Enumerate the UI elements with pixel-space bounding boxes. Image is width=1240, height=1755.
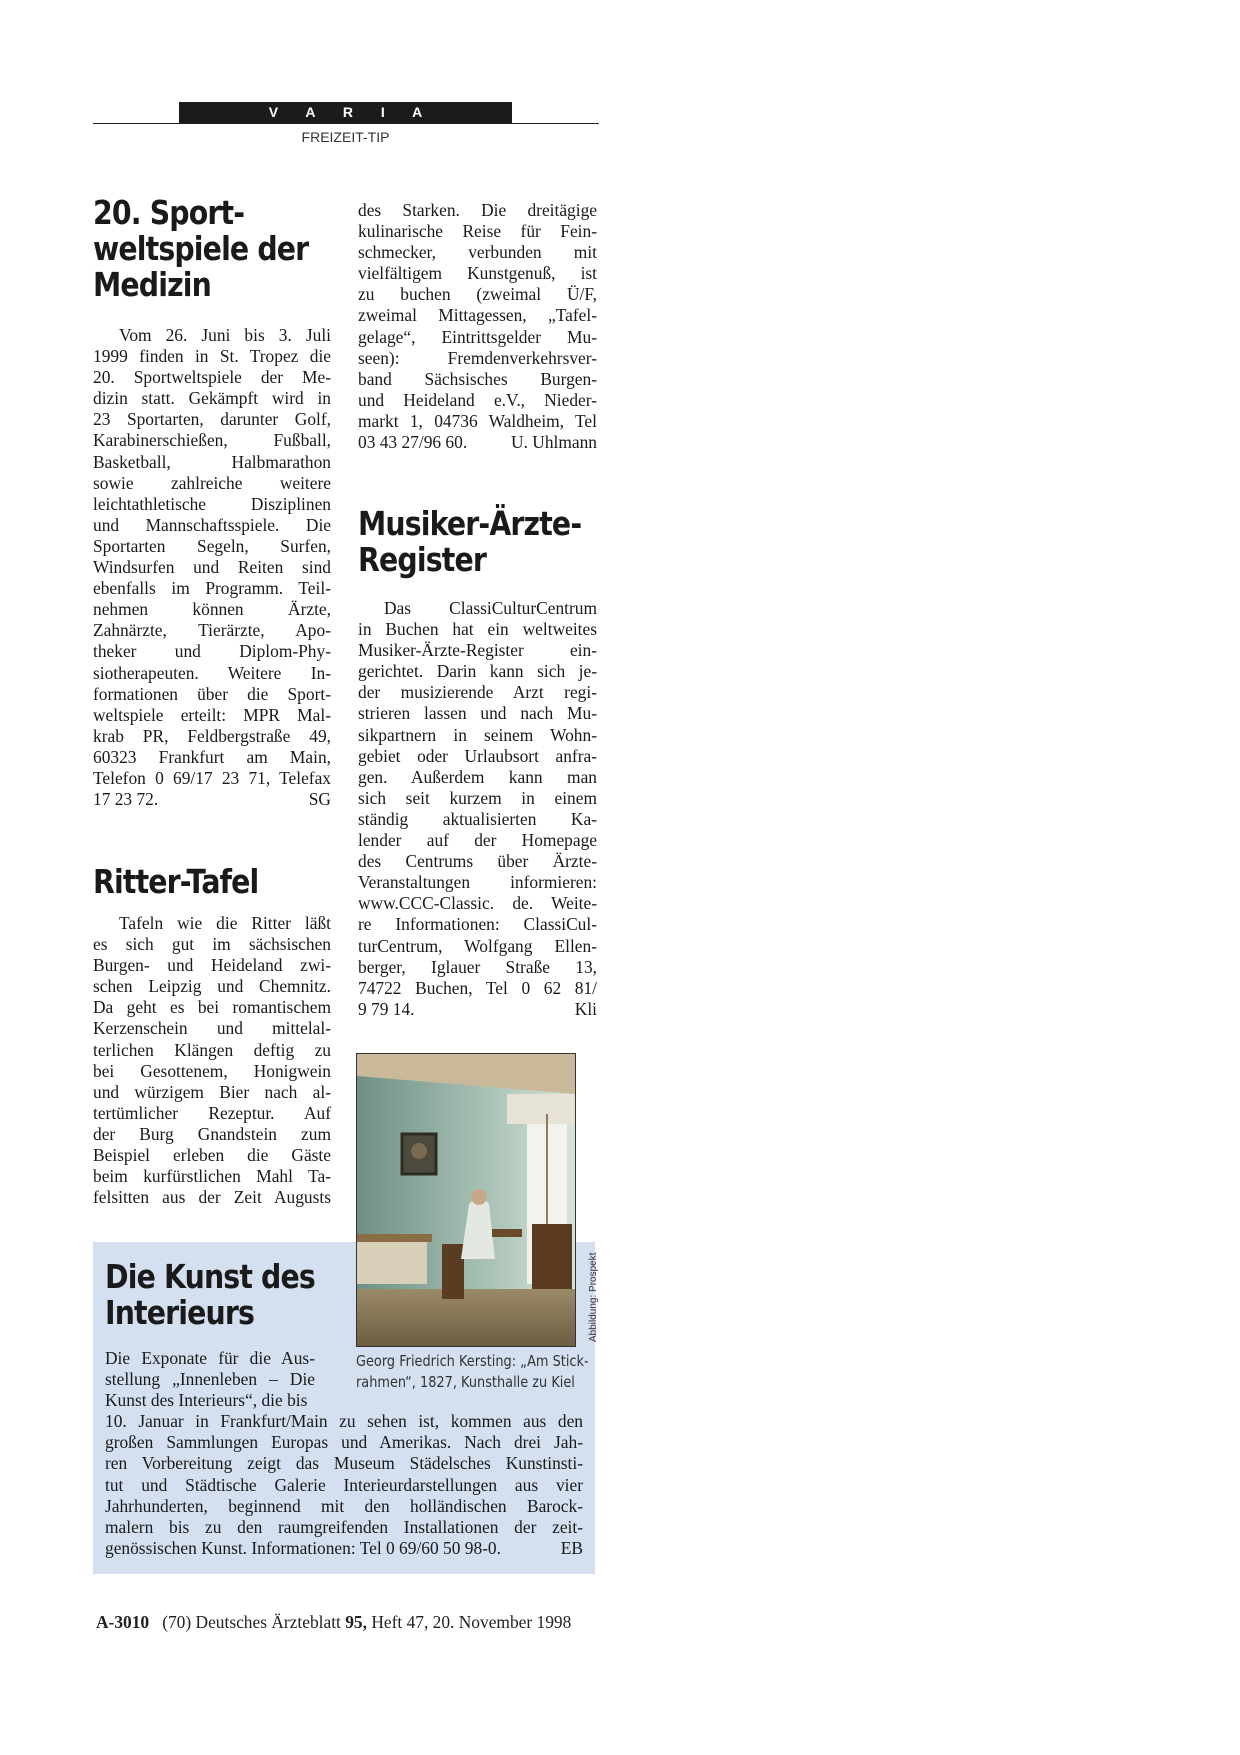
text-line: und Heideland e.V., Nieder- bbox=[358, 389, 597, 410]
text-line: 60323 Frankfurt am Main, bbox=[93, 746, 331, 767]
text-line: ständig aktualisierten Ka- bbox=[358, 808, 597, 829]
author-signature: U. Uhlmann bbox=[511, 432, 597, 453]
text-line: 74722 Buchen, Tel 0 62 81/ bbox=[358, 977, 597, 998]
text-line: 1999 finden in St. Tropez die bbox=[93, 346, 331, 367]
page-number: A-3010 bbox=[96, 1612, 150, 1632]
text-line: leichtathletische Disziplinen bbox=[93, 493, 331, 514]
article-title-kunst-interieurs: Die Kunst des Interieurs bbox=[105, 1257, 315, 1332]
text-line: bei Gesottenem, Honigwein bbox=[93, 1060, 331, 1081]
article-body-musiker-register bbox=[358, 598, 597, 1020]
text-line: Windsurfen und Reiten sind bbox=[93, 557, 331, 578]
closing-line bbox=[105, 1538, 583, 1559]
text-line: des Starken. Die dreitägige bbox=[358, 200, 597, 220]
text-line: genössischen Kunst. Informationen: Tel 0 69/60 50 98-0. bbox=[105, 1537, 501, 1558]
text-line: großen Sammlungen Europas und Amerikas. Nach drei Jah- bbox=[105, 1432, 583, 1453]
text-line: in Buchen hat ein weltweites bbox=[358, 619, 597, 640]
image-caption: Georg Friedrich Kersting: „Am Stick- rahmen“, 1827, Kunsthalle zu Kiel bbox=[356, 1352, 589, 1391]
text-line: beim kurfürstlichen Mahl Ta- bbox=[93, 1166, 331, 1187]
text-line: www.CCC-Classic. de. Weite- bbox=[358, 893, 597, 914]
text-line: band Sächsisches Burgen- bbox=[358, 368, 597, 389]
text-line: Basketball, Halbmarathon bbox=[93, 451, 331, 472]
text-line: der Burg Gnandstein zum bbox=[93, 1123, 331, 1144]
text-line: Veranstaltungen informieren: bbox=[358, 872, 597, 893]
text-line: sikpartnern in seinem Wohn- bbox=[358, 724, 597, 745]
article-title-musiker-register: Musiker-Ärzte- Register bbox=[358, 504, 582, 579]
text-line: formationen über die Sport- bbox=[93, 683, 331, 704]
page-footer bbox=[96, 1612, 571, 1633]
text-line: ren Vorbereitung zeigt das Museum Städelsches Kunstinsti- bbox=[105, 1453, 583, 1474]
text-line: berger, Iglauer Straße 13, bbox=[358, 956, 597, 977]
text-line: Die Exponate für die Aus- bbox=[105, 1348, 315, 1368]
closing-line bbox=[358, 999, 597, 1020]
text-line: Zahnärzte, Tierärzte, Apo- bbox=[93, 620, 331, 641]
text-line: ebenfalls im Programm. Teil- bbox=[93, 578, 331, 599]
text-line: tertümlicher Rezeptur. Auf bbox=[93, 1102, 331, 1123]
text-line: 23 Sportarten, darunter Golf, bbox=[93, 409, 331, 430]
text-line: Sportarten Segeln, Surfen, bbox=[93, 535, 331, 556]
text-line: Karabinerschießen, Fußball, bbox=[93, 430, 331, 451]
text-line: re Informationen: ClassiCul- bbox=[358, 914, 597, 935]
text-line: Das ClassiCulturCentrum bbox=[384, 598, 597, 618]
text-line: felsitten aus der Zeit Augusts bbox=[93, 1187, 331, 1208]
text-line: Musiker-Ärzte-Register ein- bbox=[358, 640, 597, 661]
footer-volume: 95, bbox=[345, 1612, 367, 1632]
closing-line bbox=[93, 789, 331, 810]
footer-journal: (70) Deutsches Ärzteblatt bbox=[162, 1612, 341, 1632]
text-line: strieren lassen und nach Mu- bbox=[358, 703, 597, 724]
header-rule bbox=[93, 123, 599, 124]
text-line: der musizierende Arzt regi- bbox=[358, 682, 597, 703]
author-signature: Kli bbox=[574, 998, 597, 1019]
text-line: krab PR, Feldbergstraße 49, bbox=[93, 725, 331, 746]
author-signature: EB bbox=[560, 1537, 583, 1558]
subsection-label: FREIZEIT-TIP bbox=[301, 129, 390, 145]
text-line: Da geht es bei romantischem bbox=[93, 997, 331, 1018]
text-line: theker und Diplom-Phy- bbox=[93, 641, 331, 662]
article-title-ritter-tafel: Ritter-Tafel bbox=[93, 862, 259, 901]
text-line: schmecker, verbunden mit bbox=[358, 242, 597, 263]
text-line: gebiet oder Urlaubsort anfra- bbox=[358, 745, 597, 766]
text-line: weltspiele erteilt: MPR Mal- bbox=[93, 704, 331, 725]
text-line: nehmen können Ärzte, bbox=[93, 599, 331, 620]
text-line: zweimal Mittagessen, „Tafel- bbox=[358, 305, 597, 326]
text-line: turCentrum, Wolfgang Ellen- bbox=[358, 935, 597, 956]
text-line: kulinarische Reise für Fein- bbox=[358, 221, 597, 242]
text-line: gen. Außerdem kann man bbox=[358, 766, 597, 787]
text-line: vielfältigem Kunstgenuß, ist bbox=[358, 263, 597, 284]
text-line: stellung „Innenleben – Die bbox=[105, 1369, 315, 1390]
text-line: 9 79 14. bbox=[358, 998, 415, 1019]
text-line: gelage“, Eintrittsgelder Mu- bbox=[358, 326, 597, 347]
text-line: Burgen- und Heideland zwi- bbox=[93, 955, 331, 976]
closing-line bbox=[358, 432, 597, 453]
text-line: Beispiel erleben die Gäste bbox=[93, 1145, 331, 1166]
text-line: zu buchen (zweimal Ü/F, bbox=[358, 284, 597, 305]
text-line: 17 23 72. bbox=[93, 789, 159, 810]
text-line: lender auf der Homepage bbox=[358, 830, 597, 851]
article-body-ritter-tafel-continued bbox=[358, 200, 597, 453]
text-line: tut und Städtische Galerie Interieurdarstellungen aus vier bbox=[105, 1474, 583, 1495]
text-line: sich seit kurzem in einem bbox=[358, 787, 597, 808]
footer-issue: Heft 47, 20. November 1998 bbox=[371, 1612, 572, 1632]
text-line: Kunst des Interieurs“, die bis bbox=[105, 1390, 308, 1411]
painting-illustration bbox=[357, 1054, 575, 1346]
article-title-sportweltspiele: 20. Sport- weltspiele der Medizin bbox=[93, 193, 309, 304]
text-line: 20. Sportweltspiele der Me- bbox=[93, 367, 331, 388]
text-line: markt 1, 04736 Waldheim, Tel bbox=[358, 410, 597, 431]
text-line: 10. Januar in Frankfurt/Main zu sehen ist, kommen aus den bbox=[105, 1411, 583, 1432]
text-line: Jahrhunderten, beginnend mit den holländischen Barock- bbox=[105, 1495, 583, 1516]
text-line: siotherapeuten. Weitere In- bbox=[93, 662, 331, 683]
text-line: Vom 26. Juni bis 3. Juli bbox=[119, 325, 331, 345]
text-line: sowie zahlreiche weitere bbox=[93, 472, 331, 493]
text-line: und würzigem Bier nach al- bbox=[93, 1081, 331, 1102]
text-line: und Mannschaftsspiele. Die bbox=[93, 514, 331, 535]
text-line: dizin statt. Gekämpft wird in bbox=[93, 388, 331, 409]
text-line: es sich gut im sächsischen bbox=[93, 934, 331, 955]
painting-image bbox=[356, 1053, 576, 1347]
text-line: malern bis zu den raumgreifenden Installationen der zeit- bbox=[105, 1516, 583, 1537]
image-credit: Abbildung: Prospekt bbox=[588, 1252, 599, 1342]
text-line: terlichen Klängen deftig zu bbox=[93, 1039, 331, 1060]
author-signature: SG bbox=[308, 789, 331, 810]
text-line: schen Leipzig und Chemnitz. bbox=[93, 976, 331, 997]
text-line: Telefon 0 69/17 23 71, Telefax bbox=[93, 767, 331, 788]
section-label: V A R I A bbox=[179, 102, 512, 123]
article-body-sportweltspiele bbox=[93, 325, 331, 810]
text-line: Tafeln wie die Ritter läßt bbox=[119, 913, 331, 933]
text-line: Kerzenschein und mittelal- bbox=[93, 1018, 331, 1039]
text-line: des Centrums über Ärzte- bbox=[358, 851, 597, 872]
article-body-ritter-tafel bbox=[93, 913, 331, 1208]
text-line: gerichtet. Darin kann sich je- bbox=[358, 661, 597, 682]
text-line: seen): Fremdenverkehrsver- bbox=[358, 347, 597, 368]
text-line: 03 43 27/96 60. bbox=[358, 432, 468, 453]
